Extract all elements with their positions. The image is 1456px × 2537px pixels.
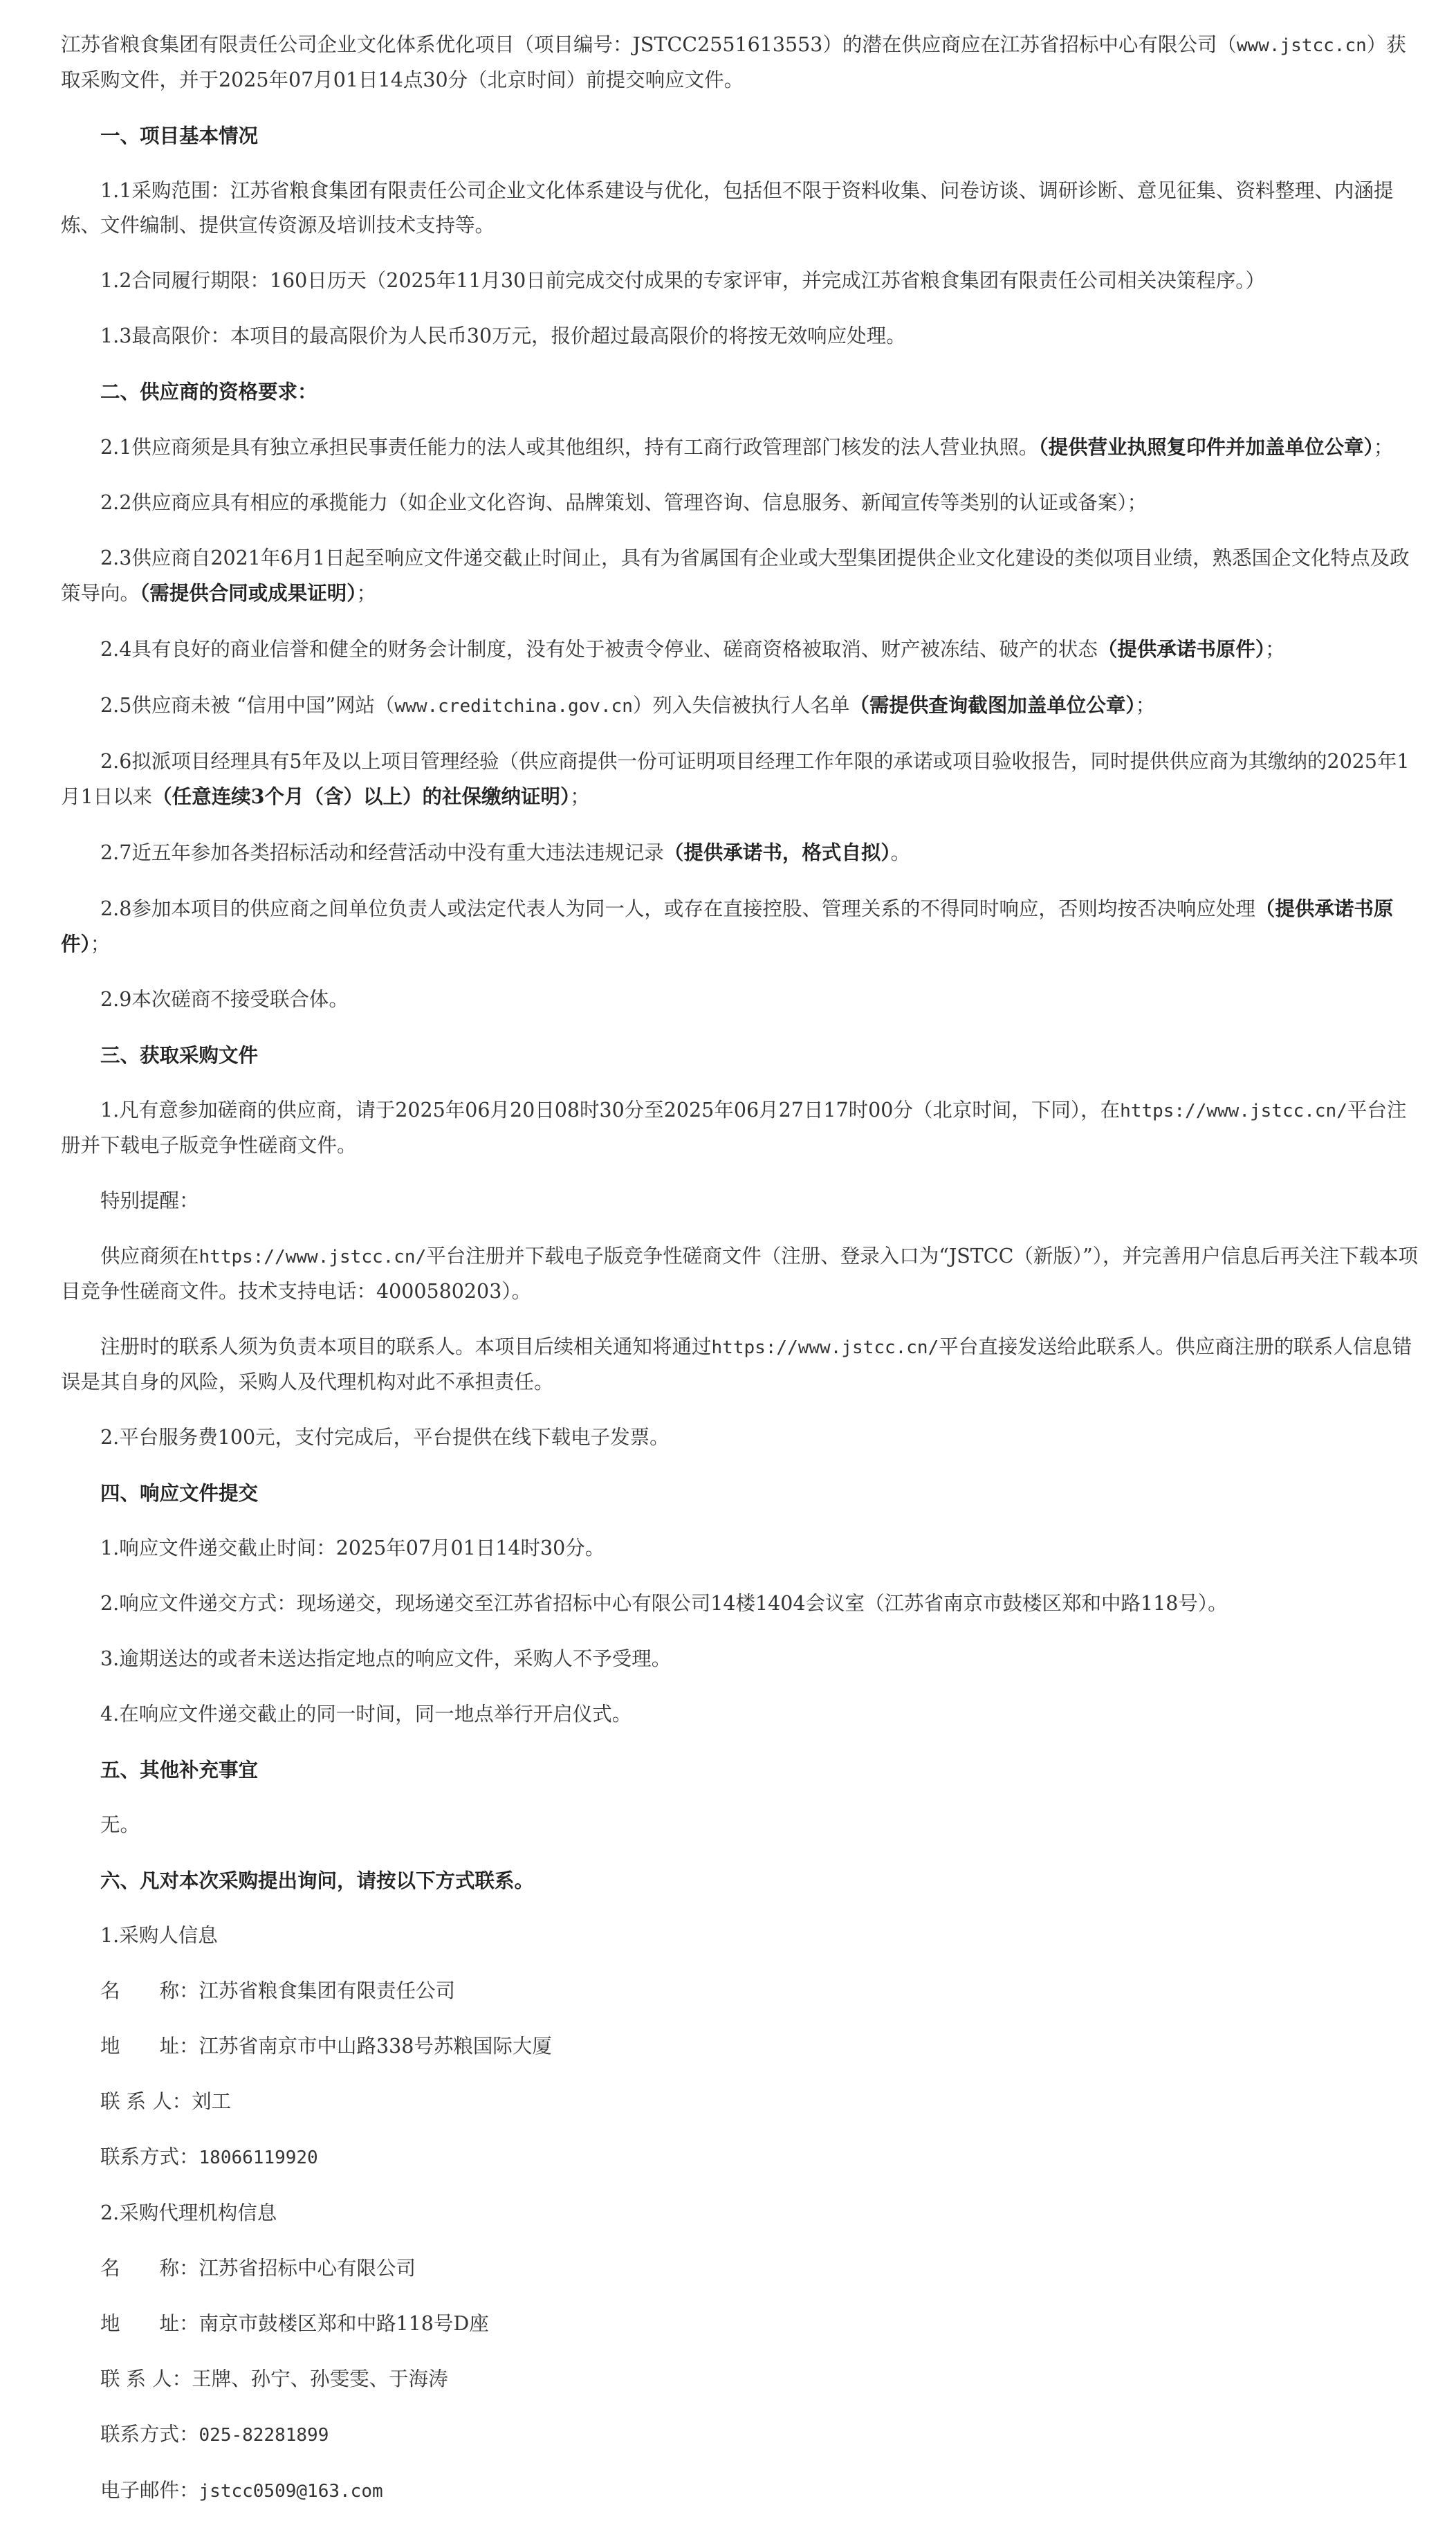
agency-phone-row: 联系方式：025-82281899	[100, 2423, 329, 2446]
email-link[interactable]: jstcc0509@163.com	[199, 2481, 383, 2502]
s3-obtain-docs: 1.凡有意参加磋商的供应商，请于2025年06月20日08时30分至2025年06月27日17时00分（北京时间，下同），在https://www.jstcc.cn/平台注册并下载电子版竞争性磋商文件。	[61, 1099, 1407, 1157]
purchaser-contact-row: 联 系 人：刘工	[100, 2090, 232, 2113]
agency-info-title: 2.采购代理机构信息	[100, 2201, 277, 2224]
jstcc-website-link[interactable]: www.jstcc.cn	[1236, 35, 1367, 56]
platform-link[interactable]: https://www.jstcc.cn/	[711, 1337, 939, 1358]
s1-max-price: 1.3最高限价：本项目的最高限价为人民币30万元，报价超过最高限价的将按无效响应处理。	[100, 324, 906, 347]
req-2-1: 2.1供应商须是具有独立承担民事责任能力的法人或其他组织，持有工商行政管理部门核发的法人营业执照。（提供营业执照复印件并加盖单位公章）；	[100, 435, 1394, 459]
section-5-heading: 五、其他补充事宜	[100, 1758, 259, 1782]
purchaser-phone-row: 联系方式：18066119920	[100, 2145, 318, 2168]
s5-content: 无。	[100, 1813, 140, 1836]
purchaser-address-row: 地 址：江苏省南京市中山路338号苏粮国际大厦	[100, 2035, 552, 2058]
s3-service-fee: 2.平台服务费100元，支付完成后，平台提供在线下载电子发票。	[100, 1426, 670, 1449]
section-4-heading: 四、响应文件提交	[100, 1481, 259, 1505]
intro-text-1: 江苏省粮食集团有限责任公司企业文化体系优化项目（项目编号：JSTCC2551613553）的潜在供应商应在江苏省招标中心有限公司（	[61, 33, 1237, 56]
s1-scope: 1.1采购范围：江苏省粮食集团有限责任公司企业文化体系建设与优化，包括但不限于资料收集、问卷访谈、调研诊断、意见征集、资料整理、内涵提炼、文件编制、提供宣传资源及培训技术支持等。	[61, 179, 1394, 237]
req-2-4: 2.4具有良好的商业信誉和健全的财务会计制度，没有处于被责令停业、磋商资格被取消、财产被冻结、破产的状态（提供承诺书原件）；	[100, 637, 1285, 661]
req-2-2: 2.2供应商应具有相应的承揽能力（如企业文化咨询、品牌策划、管理咨询、信息服务、新闻宣传等类别的认证或备案）；	[100, 491, 1148, 514]
purchaser-name-row: 名 称：江苏省粮食集团有限责任公司	[100, 1979, 456, 2002]
s3-reminder-label: 特别提醒：	[100, 1189, 199, 1212]
announcement-document	[61, 28, 1423, 2509]
req-2-9: 2.9本次磋商不接受联合体。	[100, 988, 349, 1011]
section-6-heading: 六、凡对本次采购提出询问，请按以下方式联系。	[100, 1869, 535, 1892]
section-1-heading: 一、项目基本情况	[100, 124, 259, 147]
purchaser-info-title: 1.采购人信息	[100, 1924, 218, 1947]
s1-contract-period: 1.2合同履行期限：160日历天（2025年11月30日前完成交付成果的专家评审，并完成江苏省粮食集团有限责任公司相关决策程序。）	[100, 269, 1266, 292]
req-2-7: 2.7近五年参加各类招标活动和经营活动中没有重大违法违规记录（提供承诺书，格式自拟）。	[100, 841, 911, 864]
s3-register-note: 供应商须在https://www.jstcc.cn/平台注册并下载电子版竞争性磋商文件（注册、登录入口为“JSTCC（新版）”），并完善用户信息后再关注下载本项目竞争性磋商文件。技术支持电话：4000580203）。	[61, 1245, 1418, 1303]
req-2-6: 2.6拟派项目经理具有5年及以上项目管理经验（供应商提供一份可证明项目经理工作年限的承诺或项目验收报告，同时提供供应商为其缴纳的2025年1月1日以来（任意连续3个月（含）以上）的社保缴纳证明）；	[61, 750, 1410, 808]
agency-name-row: 名 称：江苏省招标中心有限公司	[100, 2257, 416, 2280]
agency-contact-row: 联 系 人：王牌、孙宁、孙雯雯、于海涛	[100, 2367, 448, 2390]
req-2-3: 2.3供应商自2021年6月1日起至响应文件递交截止时间止，具有为省属国有企业或大型集团提供企业文化建设的类似项目业绩，熟悉国企文化特点及政策导向。（需提供合同或成果证明）；	[61, 547, 1410, 605]
creditchina-link[interactable]: www.creditchina.gov.cn	[394, 696, 633, 717]
s4-method: 2.响应文件递交方式：现场递交，现场递交至江苏省招标中心有限公司14楼1404会议室（江苏省南京市鼓楼区郑和中路118号）。	[100, 1592, 1228, 1615]
s4-opening: 4.在响应文件递交截止的同一时间，同一地点举行开启仪式。	[100, 1703, 632, 1725]
s3-contact-note: 注册时的联系人须为负责本项目的联系人。本项目后续相关通知将通过https://www.jstcc.cn/平台直接发送给此联系人。供应商注册的联系人信息错误是其自身的风险，采购人及代理机构对此不承担责任。	[61, 1335, 1412, 1393]
agency-address-row: 地 址：南京市鼓楼区郑和中路118号D座	[100, 2312, 489, 2335]
platform-link[interactable]: https://www.jstcc.cn/	[199, 1247, 427, 1267]
s4-late: 3.逾期送达的或者未送达指定地点的响应文件，采购人不予受理。	[100, 1647, 672, 1670]
section-2-heading: 二、供应商的资格要求：	[100, 380, 317, 403]
req-2-8: 2.8参加本项目的供应商之间单位负责人或法定代表人为同一人，或存在直接控股、管理关系的不得同时响应，否则均按否决响应处理（提供承诺书原件）；	[61, 897, 1394, 955]
intro-paragraph	[61, 28, 1423, 98]
agency-email-row: 电子邮件：jstcc0509@163.com	[100, 2479, 383, 2502]
req-2-5: 2.5供应商未被 “信用中国”网站（www.creditchina.gov.cn）列入失信被执行人名单（需提供查询截图加盖单位公章）；	[100, 693, 1156, 717]
platform-link[interactable]: https://www.jstcc.cn/	[1120, 1101, 1347, 1121]
s4-deadline: 1.响应文件递交截止时间：2025年07月01日14时30分。	[100, 1537, 605, 1559]
intro-text-2: ）获取采购文件，并于2025年07月01日14点30分（北京时间）前提交响应文件。	[61, 33, 1406, 91]
section-3-heading: 三、获取采购文件	[100, 1043, 259, 1067]
